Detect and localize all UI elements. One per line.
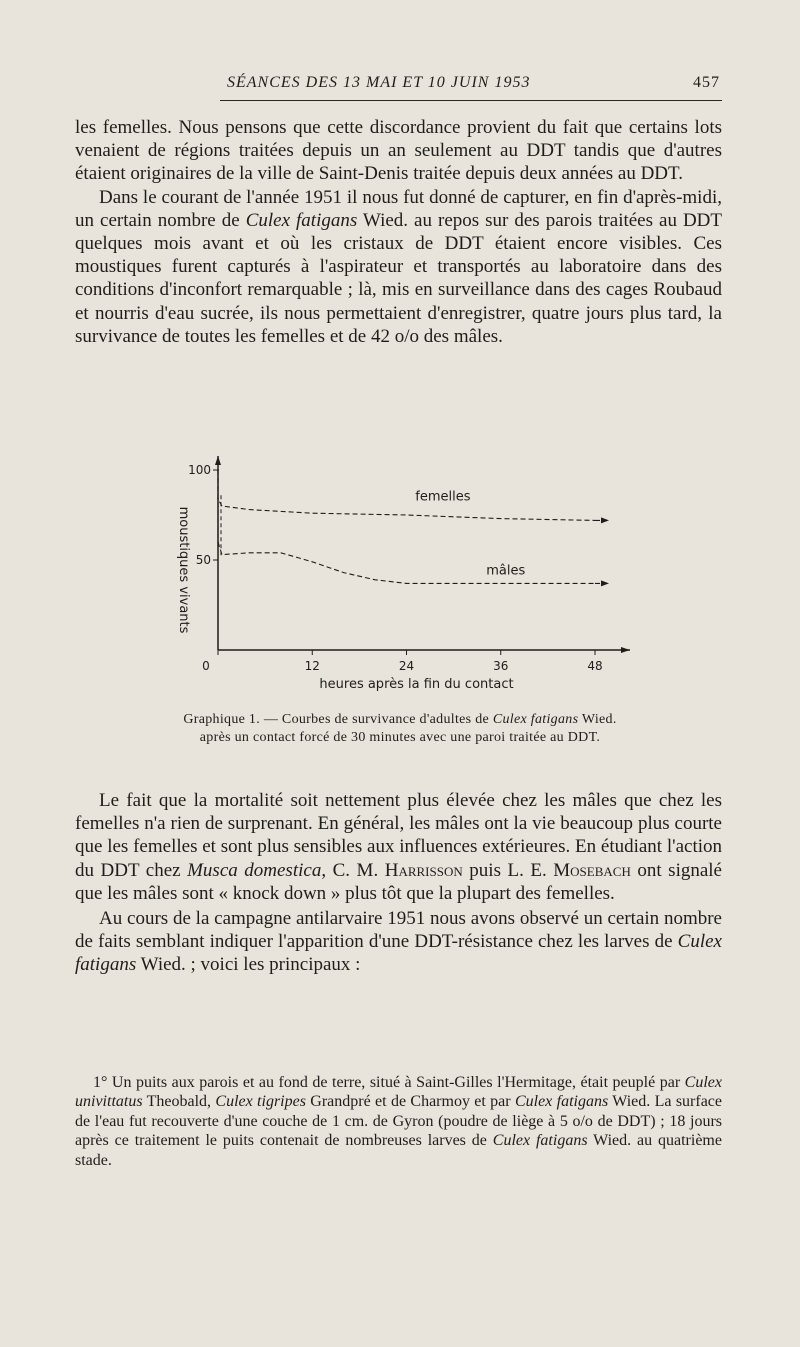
- page-number: 457: [693, 74, 720, 91]
- caption-line-1: [100, 711, 700, 729]
- header-rule: [220, 100, 722, 101]
- species-name: Musca domestica: [187, 859, 322, 881]
- y-axis-label: moustiques vivants: [176, 506, 191, 634]
- x-tick-label: 24: [398, 659, 415, 673]
- text-block-bottom: [75, 789, 722, 977]
- y-tick-label: 50: [195, 553, 211, 567]
- paragraph-2: [75, 186, 722, 348]
- species-name: Culex tigripes: [215, 1093, 306, 1111]
- caption-line-2: après un contact forcé de 30 minutes avec une paroi traitée au DDT.: [199, 730, 601, 745]
- caption-text-a: Graphique 1. — Courbes de survivance d'adultes de: [183, 712, 493, 727]
- text-block-top: [75, 116, 722, 348]
- paragraph-4-text-b: Wied. ; voici les principaux :: [136, 954, 361, 976]
- x-tick-label: 12: [304, 659, 320, 673]
- series-line-males: [218, 470, 595, 583]
- header-title: SÉANCES DES 13 MAI ET 10 JUIN 1953: [227, 74, 531, 91]
- x-axis-label: heures après la fin du contact: [319, 677, 514, 692]
- data-point: [217, 541, 219, 543]
- paragraph-2-text-b: Wied. au repos sur des parois traitées au DDT quelques mois avant et où les cristaux de DDT étaient encore visibles. Ces moustiques furent capturés à l'aspirateur et transportés au laboratoire dans des conditions d'inconfort remarquable ; là, mis en surveillance dans des cages Roubaud et nourris d'eau sucrée, ils nous permettaient d'enregistrer, quatre jours plus tard, la survivance de toutes les femelles et de 42 o/o des mâles.: [75, 209, 722, 347]
- species-name: Culex univittatus: [75, 1074, 722, 1111]
- author-name: Mosebach: [553, 859, 631, 881]
- species-name: Culex fatigans: [75, 931, 722, 976]
- y-axis-arrow: [215, 456, 221, 465]
- x-tick-label: 36: [493, 659, 509, 673]
- footnote-block: [75, 1073, 722, 1170]
- note-text-a: 1° Un puits aux parois et au fond de terre, situé à Saint-Gilles l'Hermitage, était peuplé par: [93, 1074, 685, 1091]
- x-tick-label: 0: [202, 659, 210, 673]
- paragraph-4-text-a: Au cours de la campagne antilarvaire 1951 nous avons observé un certain nombre de faits semblant indiquer l'apparition d'une DDT-résistance chez les larves de: [75, 908, 722, 953]
- paragraph-3-text-a: Le fait que la mortalité soit nettement plus élevée chez les mâles que chez les femelles n'a rien de surprenant. En général, les mâles ont la vie beaucoup plus courte que les femelles et sont plus sensibles aux influences extérieures. En étudiant l'action du DDT chez: [75, 790, 722, 881]
- paragraph-3-text-c: puis L. E.: [462, 859, 554, 881]
- paragraph-1: les femelles. Nous pensons que cette discordance provient du fait que certains lots venaient de régions traitées depuis un an seulement au DDT tandis que d'autres étaient originaires de la ville de Saint-Denis traitée depuis deux années au DDT.: [75, 117, 722, 185]
- running-header: [75, 70, 722, 96]
- males-label: mâles: [486, 563, 526, 579]
- x-tick-label: 48: [587, 659, 603, 673]
- note-text-d: Wied. La surface de l'eau fut recouverte d'une couche de 1 cm. de Gyron (poudre de liège à 5 o/o de DDT) ; 18 jours après ce traitement le puits contenait de nombreuses larves de: [75, 1093, 722, 1150]
- caption-species: Culex fatigans: [492, 712, 579, 727]
- femelles-label: femelles: [415, 489, 471, 505]
- survival-chart: [160, 452, 640, 700]
- note-text-b: Theobald,: [142, 1093, 216, 1111]
- numbered-note: [75, 1073, 722, 1170]
- caption-text-b: Wied.: [578, 712, 617, 727]
- paragraph-3-text-d: ont signalé que les mâles sont « knock down » plus tôt que la plupart des femelles.: [75, 859, 722, 904]
- note-text-e: Wied. au quatrième stade.: [75, 1132, 722, 1169]
- species-name: Culex fatigans: [245, 209, 358, 231]
- paragraph-2-text-a: Dans le courant de l'année 1951 il nous fut donné de capturer, en fin d'après-midi, un certain nombre de: [75, 186, 722, 231]
- x-axis-arrow: [621, 647, 630, 653]
- figure-caption: [100, 711, 700, 747]
- species-name: Culex fatigans: [514, 1093, 609, 1111]
- note-text-c: Grandpré et de Charmoy et par: [305, 1093, 515, 1111]
- paragraph-4: [75, 907, 722, 977]
- paragraph-3: [75, 789, 722, 905]
- species-name: Culex fatigans: [492, 1132, 588, 1150]
- paragraph-3-text-b: , C. M.: [321, 859, 385, 881]
- series-line-femelles: [218, 470, 595, 520]
- author-name: Harrisson: [384, 859, 463, 881]
- data-point: [217, 469, 219, 471]
- y-tick-label: 100: [188, 463, 211, 477]
